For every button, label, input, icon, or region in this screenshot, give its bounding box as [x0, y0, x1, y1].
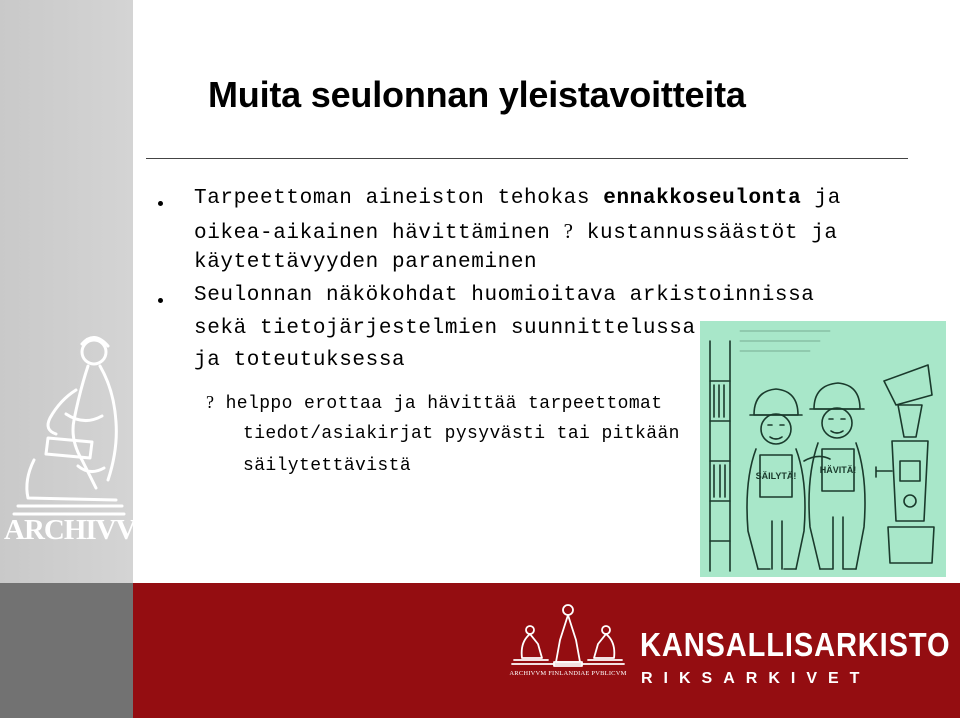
bullet-2-line-2: sekä tietojärjestelmien suunnittelussa — [194, 317, 696, 340]
bullet-1-bold-term: ennakkoseulonta — [603, 187, 802, 210]
bullet-1-line-2 — [194, 219, 838, 245]
bullet-1-text-a: Tarpeettoman aineiston tehokas — [194, 187, 604, 210]
emblem-caption: ARCHIVVM FINLANDIAE PVBLICVM — [509, 670, 627, 677]
sub-bullet-text-a: helppo erottaa ja hävittää tarpeettomat — [214, 394, 663, 414]
title-divider — [146, 158, 908, 159]
brand-subname: RIKSARKIVET — [641, 670, 871, 687]
bullet-2-line-1: Seulonnan näkökohdat huomioitava arkistoinnissa — [194, 284, 815, 307]
bullet-2-line-3: ja toteutuksessa — [194, 349, 406, 372]
cartoon-label-left: SÄILYTÄ! — [755, 471, 797, 481]
cartoon-drawing — [700, 321, 946, 577]
bullet-1-marker — [158, 201, 163, 206]
bullet-2-marker — [158, 298, 163, 303]
bullet-1-text-d: kustannussäästöt ja — [573, 222, 838, 245]
bullet-1-line-1 — [194, 187, 841, 210]
bullet-1-text-c: oikea-aikainen hävittäminen — [194, 222, 564, 245]
arrow-symbol: ? — [563, 219, 574, 243]
sub-bullet-line-2: tiedot/asiakirjat pysyvästi tai pitkään — [243, 424, 680, 444]
sub-bullet-line-3: säilytettävistä — [243, 456, 412, 476]
sub-bullet-line-1 — [206, 392, 662, 414]
archivvm-logo-text: ARCHIVVM — [4, 514, 162, 546]
bullet-1-text-b: ja — [801, 187, 841, 210]
slide-title: Muita seulonnan yleistavoitteita — [208, 74, 746, 115]
cartoon-label-right: HÄVITÄ! — [819, 465, 857, 475]
brand-name: KANSALLISARKISTO — [640, 626, 951, 663]
sub-arrow-symbol: ? — [206, 392, 215, 412]
bullet-1-line-3: käytettävyyden paraneminen — [194, 251, 538, 274]
cartoon-illustration — [700, 321, 946, 577]
footer-left-block — [0, 583, 133, 718]
